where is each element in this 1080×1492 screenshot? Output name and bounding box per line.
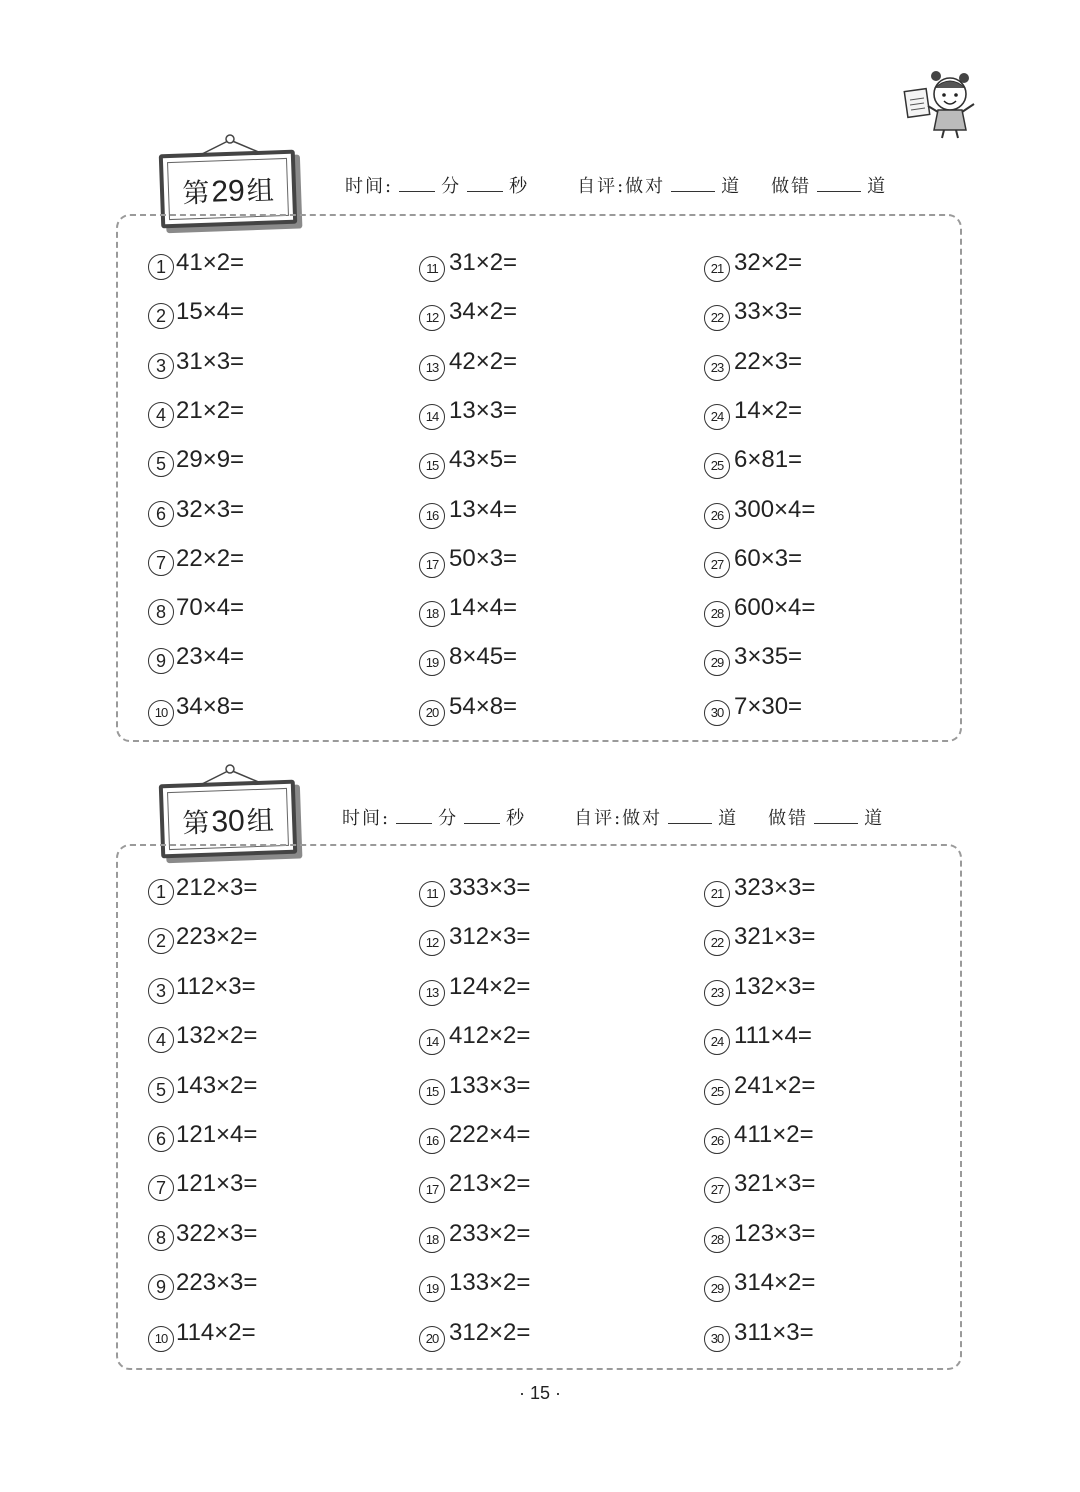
minute-label: 分	[441, 176, 462, 197]
problem-number: 11	[419, 881, 445, 907]
problem-item	[148, 545, 244, 576]
problem-item	[148, 693, 244, 726]
problem-number: 22	[704, 305, 730, 331]
problem-expression: 312×3=	[449, 923, 531, 951]
correct-blank	[668, 809, 712, 824]
problem-item	[704, 973, 815, 1006]
minute-label: 分	[438, 808, 459, 829]
problem-number: 8	[148, 599, 174, 625]
minute-blank	[399, 177, 435, 192]
problem-expression: 322×3=	[176, 1219, 258, 1247]
problem-number: 14	[419, 404, 445, 430]
problem-expression: 321×3=	[734, 923, 816, 951]
problem-item	[419, 1220, 530, 1253]
problem-number: 9	[148, 1274, 174, 1300]
problem-number: 23	[704, 980, 730, 1006]
problem-expression: 13×4=	[449, 495, 518, 523]
problem-number: 18	[419, 601, 445, 627]
problem-item	[148, 1072, 257, 1103]
problem-expression: 33×3=	[734, 298, 803, 326]
problem-number: 8	[148, 1225, 174, 1251]
problem-expression: 213×2=	[449, 1170, 531, 1198]
second-label: 秒	[506, 808, 527, 829]
problem-expression: 121×4=	[176, 1121, 258, 1148]
problem-expression: 222×4=	[449, 1121, 531, 1148]
minute-blank	[396, 809, 432, 824]
problem-expression: 31×2=	[449, 249, 518, 276]
problem-expression: 212×3=	[176, 874, 258, 901]
problem-number: 24	[704, 404, 730, 430]
problem-expression: 233×2=	[449, 1219, 531, 1247]
problem-number: 17	[419, 552, 445, 578]
problem-expression: 333×3=	[449, 874, 531, 901]
problem-expression: 54×8=	[449, 692, 518, 720]
problem-number: 3	[148, 978, 174, 1004]
problem-item	[419, 1319, 530, 1352]
problem-number: 30	[704, 700, 730, 726]
problem-expression: 132×3=	[734, 972, 816, 1000]
wrong-label: 做错	[768, 808, 809, 829]
problem-number: 14	[419, 1029, 445, 1055]
problem-item	[704, 1072, 815, 1105]
problem-item	[148, 923, 257, 954]
problem-expression: 21×2=	[176, 396, 245, 424]
problem-item	[419, 594, 517, 627]
problem-item	[704, 874, 815, 907]
problem-number: 20	[419, 700, 445, 726]
girl-holding-100-score-paper-icon	[900, 68, 984, 140]
problem-number: 13	[419, 355, 445, 381]
self-eval-label: 自评:做对	[577, 176, 666, 197]
problem-expression: 6×81=	[734, 446, 803, 474]
problem-number: 20	[419, 1326, 445, 1352]
problem-number: 3	[148, 353, 174, 379]
problem-item	[419, 1022, 530, 1055]
time-label: 时间:	[345, 176, 394, 197]
problem-number: 24	[704, 1029, 730, 1055]
problem-expression: 600×4=	[734, 594, 816, 622]
dao-label: 道	[721, 176, 742, 197]
problem-item	[704, 1319, 814, 1352]
problem-expression: 412×2=	[449, 1022, 531, 1050]
problem-number: 29	[704, 650, 730, 676]
problem-expression: 15×4=	[176, 298, 245, 326]
problem-expression: 34×2=	[449, 298, 518, 326]
problem-expression: 41×2=	[176, 249, 245, 276]
group-meta	[345, 172, 887, 198]
problem-item	[704, 545, 802, 578]
problem-number: 30	[704, 1326, 730, 1352]
problem-item	[419, 1170, 530, 1203]
problem-number: 6	[148, 1126, 174, 1152]
problem-expression: 411×2=	[734, 1121, 814, 1148]
problem-item	[704, 348, 802, 381]
problem-item	[704, 1022, 812, 1055]
problem-expression: 14×2=	[734, 396, 803, 424]
problem-item	[419, 643, 517, 676]
problem-expression: 60×3=	[734, 544, 803, 572]
problem-expression: 34×8=	[176, 692, 245, 720]
problem-number: 12	[419, 305, 445, 331]
problem-number: 29	[704, 1276, 730, 1302]
problem-item	[704, 594, 815, 627]
problem-expression: 22×2=	[176, 544, 245, 572]
time-label: 时间:	[342, 808, 391, 829]
problem-number: 23	[704, 355, 730, 381]
problem-expression: 321×3=	[734, 1170, 816, 1198]
problem-number: 27	[704, 552, 730, 578]
problem-expression: 8×45=	[449, 643, 518, 671]
problem-expression: 50×3=	[449, 544, 518, 572]
problem-number: 26	[704, 503, 730, 529]
problem-number: 26	[704, 1128, 730, 1154]
problem-expression: 114×2=	[176, 1318, 256, 1346]
problem-number: 19	[419, 650, 445, 676]
wrong-blank	[817, 177, 861, 192]
problem-expression: 13×3=	[449, 396, 518, 424]
problem-item	[148, 643, 244, 674]
problem-expression: 143×2=	[176, 1071, 258, 1099]
problem-item	[704, 643, 802, 676]
problem-expression: 121×3=	[176, 1170, 258, 1198]
problem-item	[704, 1269, 815, 1302]
problem-number: 9	[148, 648, 174, 674]
problem-item	[419, 874, 530, 907]
problem-expression: 22×3=	[734, 347, 803, 375]
group-meta	[342, 804, 884, 830]
problem-item	[419, 1121, 530, 1154]
problem-item	[148, 298, 244, 329]
problem-item	[419, 446, 517, 479]
problem-item	[148, 1170, 257, 1201]
problem-expression: 43×5=	[449, 446, 518, 474]
problem-number: 5	[148, 1077, 174, 1103]
problem-item	[704, 1170, 815, 1203]
problem-number: 2	[148, 928, 174, 954]
problem-expression: 7×30=	[734, 692, 803, 720]
problem-item	[704, 249, 802, 282]
problem-expression: 29×9=	[176, 446, 245, 474]
problem-item	[704, 397, 802, 430]
problem-expression: 223×3=	[176, 1269, 258, 1297]
second-label: 秒	[509, 176, 530, 197]
self-eval-label: 自评:做对	[574, 808, 663, 829]
problem-item	[419, 298, 517, 331]
problem-item	[419, 249, 517, 282]
problem-item	[704, 923, 815, 956]
problem-item	[704, 496, 815, 529]
problem-number: 12	[419, 930, 445, 956]
problem-number: 25	[704, 453, 730, 479]
problem-expression: 31×3=	[176, 347, 245, 375]
problem-number: 16	[419, 1128, 445, 1154]
problem-number: 7	[148, 1175, 174, 1201]
page-number: · 15 ·	[518, 1383, 561, 1403]
problem-item	[419, 1072, 530, 1105]
problem-item	[148, 1022, 257, 1053]
wrong-label: 做错	[771, 176, 812, 197]
problem-number: 16	[419, 503, 445, 529]
problem-expression: 312×2=	[449, 1318, 531, 1346]
problem-number: 28	[704, 601, 730, 627]
problem-number: 13	[419, 980, 445, 1006]
dao-label: 道	[718, 808, 739, 829]
problem-number: 6	[148, 501, 174, 527]
problem-item	[148, 397, 244, 428]
second-blank	[467, 177, 503, 192]
problem-item	[148, 1269, 257, 1300]
problem-expression: 314×2=	[734, 1269, 816, 1297]
problem-item	[419, 1269, 530, 1302]
problem-number: 27	[704, 1177, 730, 1203]
group-title: 第30组	[181, 803, 275, 840]
problem-number: 25	[704, 1079, 730, 1105]
problem-number: 15	[419, 453, 445, 479]
problem-item	[148, 594, 244, 625]
problem-expression: 311×3=	[734, 1318, 814, 1346]
dao-label-2: 道	[864, 808, 885, 829]
problem-expression: 132×2=	[176, 1022, 258, 1050]
problem-number: 15	[419, 1079, 445, 1105]
problem-number: 10	[148, 700, 174, 726]
problem-item	[419, 348, 517, 381]
problem-item	[419, 693, 517, 726]
problem-number: 11	[419, 256, 445, 282]
problem-item	[148, 249, 244, 280]
problem-expression: 23×4=	[176, 643, 245, 671]
problem-number: 5	[148, 451, 174, 477]
problem-item	[419, 397, 517, 430]
problem-number: 2	[148, 303, 174, 329]
problem-number: 1	[148, 879, 174, 905]
problem-number: 7	[148, 550, 174, 576]
problem-item	[148, 348, 244, 379]
second-blank	[464, 809, 500, 824]
problem-expression: 300×4=	[734, 495, 816, 523]
problem-number: 18	[419, 1227, 445, 1253]
problem-expression: 111×4=	[734, 1022, 812, 1050]
problem-item	[148, 1319, 256, 1352]
problem-expression: 14×4=	[449, 594, 518, 622]
problem-expression: 32×3=	[176, 495, 245, 523]
problem-number: 19	[419, 1276, 445, 1302]
problem-item	[419, 923, 530, 956]
problem-item	[704, 298, 802, 331]
problem-expression: 223×2=	[176, 923, 258, 951]
problem-number: 22	[704, 930, 730, 956]
problem-expression: 123×3=	[734, 1219, 816, 1247]
problem-expression: 42×2=	[449, 347, 518, 375]
problem-expression: 241×2=	[734, 1071, 816, 1099]
dao-label-2: 道	[867, 176, 888, 197]
problem-expression: 70×4=	[176, 594, 245, 622]
problem-number: 4	[148, 402, 174, 428]
problem-item	[148, 496, 244, 527]
problem-item	[419, 545, 517, 578]
problem-item	[148, 446, 244, 477]
problem-item	[148, 973, 256, 1004]
problem-expression: 133×3=	[449, 1071, 531, 1099]
problem-expression: 112×3=	[176, 972, 256, 1000]
wrong-blank	[814, 809, 858, 824]
problem-item	[704, 1220, 815, 1253]
problem-item	[419, 973, 530, 1006]
problem-number: 28	[704, 1227, 730, 1253]
group-title: 第29组	[181, 173, 275, 210]
problem-expression: 32×2=	[734, 249, 803, 276]
problem-item	[704, 693, 802, 726]
problem-item	[148, 874, 257, 905]
problem-expression: 323×3=	[734, 874, 816, 901]
problem-item	[704, 446, 802, 479]
problem-number: 4	[148, 1027, 174, 1053]
problem-item	[148, 1220, 257, 1251]
problem-expression: 3×35=	[734, 643, 803, 671]
problem-expression: 133×2=	[449, 1269, 531, 1297]
problem-expression: 124×2=	[449, 972, 531, 1000]
correct-blank	[671, 177, 715, 192]
problem-item	[704, 1121, 814, 1154]
problem-item	[419, 496, 517, 529]
problem-number: 21	[704, 256, 730, 282]
problem-number: 21	[704, 881, 730, 907]
problem-item	[148, 1121, 257, 1152]
problem-number: 1	[148, 254, 174, 280]
problem-number: 17	[419, 1177, 445, 1203]
problem-number: 10	[148, 1326, 174, 1352]
